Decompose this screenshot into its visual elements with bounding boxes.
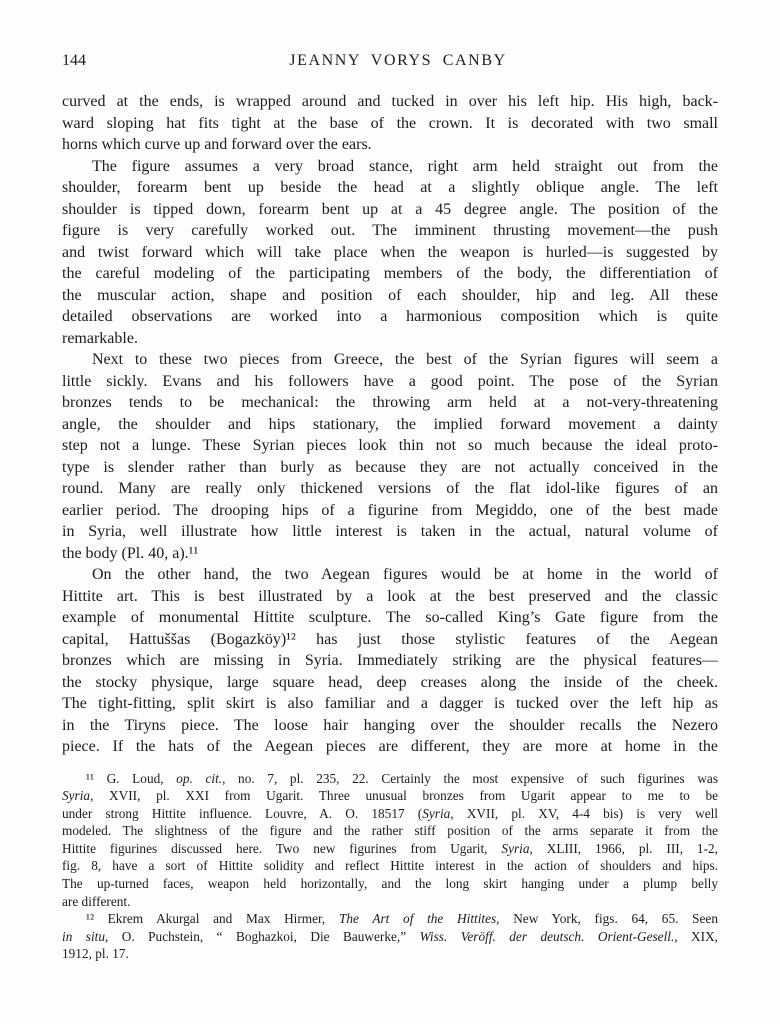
text-run: fig. 8, have a sort of Hittite solidity and reflect Hittite interest in the action of shoulders and hips.	[62, 858, 718, 874]
footnote	[62, 770, 718, 911]
text-run: The up-turned faces, weapon held horizontally, and the long skirt hanging under a plump belly	[62, 876, 718, 892]
text-run: in Syria, well illustrate how little interest is taken in the actual, natural volume of	[62, 523, 718, 540]
running-header	[62, 52, 718, 72]
text-line	[62, 543, 718, 565]
text-run: earlier period. The drooping hips of a figurine from Megiddo, one of the best made	[62, 501, 718, 519]
text-line	[62, 875, 718, 893]
text-run: the stocky physique, large square head, deep creases along the inside of the cheek.	[62, 673, 718, 691]
text-line	[62, 672, 718, 694]
text-run: horns which curve up and forward over the ears.	[62, 136, 372, 153]
text-line	[62, 285, 718, 307]
text-line	[62, 435, 718, 457]
text-run: under strong Hittite influence. Louvre, A. O. 18517 (	[62, 805, 423, 821]
italic-text-run: Syria	[422, 805, 451, 821]
text-run: shoulder, forearm bent up beside the head at a slightly oblique angle. The left	[62, 179, 718, 196]
text-line	[62, 564, 718, 586]
text-run: , XVII, pl. XXI from Ugarit. Three unusual bronzes from Ugarit appear to me to be	[90, 788, 718, 804]
text-line	[62, 113, 718, 135]
text-run: The figure assumes a very broad stance, right arm held straight out from the	[92, 157, 718, 175]
text-line	[62, 242, 718, 264]
paragraph	[62, 91, 718, 156]
text-line	[62, 306, 718, 328]
body-text	[62, 91, 718, 758]
text-run: On the other hand, the two Aegean figures would be at home in the world of	[92, 566, 718, 583]
italic-text-run: The Art of the Hittites,	[338, 911, 500, 927]
italic-text-run: Wiss. Veröff. der deutsch. Orient-Gesell.	[419, 928, 675, 944]
running-header-title: JEANNY VORYS CANBY	[289, 52, 507, 69]
text-run: the careful modeling of the participating members of the body, the differentiation of	[62, 265, 718, 282]
text-run: and twist forward which will take place when the weapon is hurled—is suggested by	[62, 243, 718, 261]
text-run: ¹¹ G. Loud,	[86, 770, 177, 786]
text-run: , no. 7, pl. 235, 22. Certainly the most expensive of such figurines was	[222, 770, 719, 786]
text-line	[62, 457, 718, 479]
text-run: , XLIII, 1966, pl. III, 1-2,	[529, 840, 718, 856]
text-line	[62, 715, 718, 737]
text-line	[62, 263, 718, 285]
text-line	[62, 199, 718, 221]
text-line	[62, 693, 718, 715]
italic-text-run: op. cit.	[176, 770, 223, 786]
text-run: 1912, pl. 17.	[62, 946, 129, 962]
text-run: example of monumental Hittite sculpture. The so-called King’s Gate figure from the	[62, 609, 718, 626]
text-run: Next to these two pieces from Greece, the best of the Syrian figures will seem a	[92, 351, 718, 368]
text-run: are different.	[62, 893, 131, 909]
text-run: in the Tiryns piece. The loose hair hanging over the shoulder recalls the Nezero	[62, 716, 718, 734]
text-run: the muscular action, shape and position of each shoulder, hip and leg. All these	[62, 286, 718, 304]
text-line	[62, 521, 718, 543]
text-run: shoulder is tipped down, forearm bent up at a 45 degree angle. The position of the	[62, 200, 718, 218]
text-line	[62, 840, 718, 858]
text-line	[62, 787, 718, 805]
text-line	[62, 134, 718, 156]
text-run: remarkable.	[62, 329, 138, 347]
text-run: Hittite art. This is best illustrated by a look at the best preserved and the classic	[62, 587, 718, 605]
text-run: , O. Puchstein, “ Boghazkoi, Die Bauwerke,”	[105, 928, 420, 944]
text-line	[62, 586, 718, 608]
footnotes-section	[62, 770, 718, 964]
text-run: the body (Pl. 40, a).¹¹	[62, 544, 199, 562]
paragraph	[62, 156, 718, 350]
page-number: 144	[62, 52, 86, 69]
text-run: modeled. The slightness of the figure and the rather stiff position of the arms separate it from the	[62, 823, 718, 839]
text-run: ¹² Ekrem Akurgal and Max Hirmer,	[86, 911, 339, 927]
text-line	[62, 650, 718, 672]
text-line	[62, 177, 718, 199]
text-line	[62, 91, 718, 113]
text-line	[62, 414, 718, 436]
text-line	[62, 220, 718, 242]
text-run: , XIX,	[674, 928, 719, 944]
footnote	[62, 910, 718, 963]
text-run: piece. If the hats of the Aegean pieces are different, they are more at home in the	[62, 738, 718, 755]
paragraph	[62, 564, 718, 758]
text-run: , XVII, pl. XV, 4-4 bis) is very well	[450, 805, 718, 821]
text-run: New York, figs. 64, 65. Seen	[499, 911, 718, 927]
text-line	[62, 349, 718, 371]
text-run: angle, the shoulder and hips stationary, the implied forward movement a dainty	[62, 415, 718, 433]
text-run: detailed observations are worked into a harmonious composition which is quite	[62, 308, 718, 325]
text-line	[62, 629, 718, 651]
text-run: bronzes which are missing in Syria. Immediately striking are the physical features—	[62, 652, 718, 669]
text-line	[62, 392, 718, 414]
text-line	[62, 822, 718, 840]
text-run: step not a lunge. These Syrian pieces look thin not so much because the ideal proto-	[62, 437, 718, 454]
text-line	[62, 770, 718, 788]
text-line	[62, 328, 718, 350]
italic-text-run: in situ	[62, 928, 106, 944]
text-line	[62, 500, 718, 522]
text-line	[62, 156, 718, 178]
text-run: capital, Hattuššas (Bogazköy)¹² has just those stylistic features of the Aegean	[62, 630, 718, 648]
text-line	[62, 805, 718, 823]
text-run: curved at the ends, is wrapped around and tucked in over his left hip. His high, back-	[62, 93, 718, 110]
text-line	[62, 910, 718, 928]
text-run: little sickly. Evans and his followers have a good point. The pose of the Syrian	[62, 372, 718, 390]
text-run: figure is very carefully worked out. The imminent thrusting movement—the push	[62, 222, 718, 239]
italic-text-run: Syria	[501, 840, 530, 856]
italic-text-run: Syria	[62, 788, 91, 804]
text-run: round. Many are really only thickened versions of the flat idol-like figures of an	[62, 480, 718, 497]
text-line	[62, 893, 718, 911]
text-run: bronzes tends to be mechanical: the throwing arm held at a not-very-threatening	[62, 394, 718, 411]
text-line	[62, 945, 718, 963]
text-line	[62, 607, 718, 629]
text-run: ward sloping hat fits tight at the base of the crown. It is decorated with two small	[62, 114, 718, 132]
text-line	[62, 857, 718, 875]
text-line	[62, 736, 718, 758]
paragraph	[62, 349, 718, 564]
text-line	[62, 371, 718, 393]
text-run: Hittite figurines discussed here. Two new figurines from Ugarit,	[62, 840, 502, 856]
text-line	[62, 928, 718, 946]
text-line	[62, 478, 718, 500]
text-run: type is slender rather than burly as because they are not actually conceived in the	[62, 458, 718, 476]
text-run: The tight-fitting, split skirt is also familiar and a dagger is tucked over the left hip as	[62, 695, 718, 712]
